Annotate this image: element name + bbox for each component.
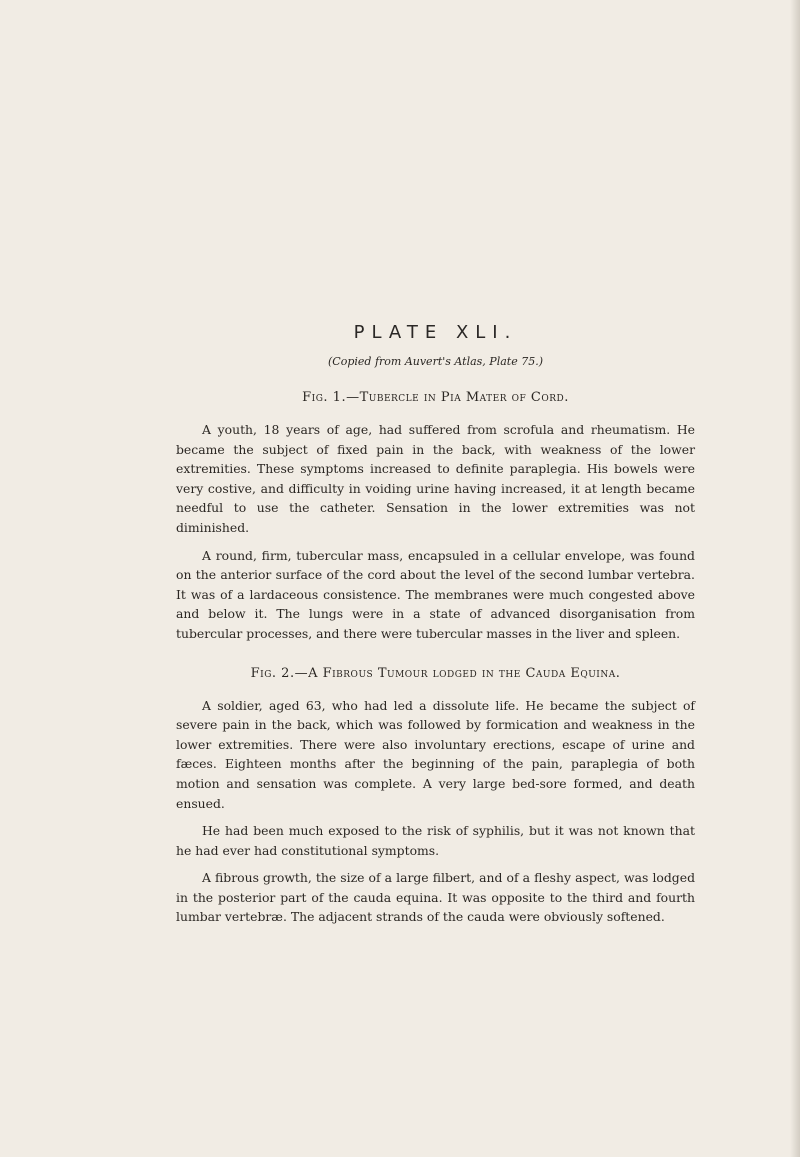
- fig-1-paragraph: A round, firm, tubercular mass, encapsuled in a cellular envelope, was found on the anterior surface of the cord about the level of the second lumbar vertebra. It was of a lardaceous consistence. The membranes were much congested above and below it. The lungs were in a state of advanced disorganisation from tubercular processes, and there were tubercular masses in the liver and spleen.: [176, 547, 695, 641]
- fig-1-heading: Fig. 1.—Tubercle in Pia Mater of Cord.: [302, 390, 569, 405]
- fig-2-paragraph: A soldier, aged 63, who had led a dissolute life. He became the subject of severe pain in the back, which was followed by formication and weakness in the lower extremities. There were also involuntary erections, escape of urine and fæces. Eighteen months after the beginning of the pain, paraplegia of both motion and sensation was complete. A very large bed-sore formed, and death ensued.: [176, 697, 695, 811]
- plate-title: PLATE XLI.: [353, 322, 518, 343]
- fig-2-paragraph: He had been much exposed to the risk of syphilis, but it was not known that he had ever had constitutional symptoms.: [176, 823, 695, 858]
- page-content: [176, 322, 695, 935]
- fig-1-paragraph: A youth, 18 years of age, had suffered from scrofula and rheumatism. He became the subject of fixed pain in the back, with weakness of the lower extremities. These symptoms increased to definite paraplegia. His bowels were very costive, and difficulty in voiding urine having increased, it at length became needful to use the catheter. Sensation in the lower extremities was not diminished.: [176, 422, 695, 535]
- fig-2-heading: Fig. 2.—A Fibrous Tumour lodged in the Cauda Equina.: [250, 665, 621, 681]
- fig-2-paragraph: A fibrous growth, the size of a large filbert, and of a fleshy aspect, was lodged in the posterior part of the cauda equina. It was opposite to the third and fourth lumbar vertebræ. The adjacent strands of the cauda were obviously softened.: [176, 870, 695, 925]
- copied-source-note: (Copied from Auvert's Atlas, Plate 75.): [328, 355, 543, 368]
- page-edge-shadow: [790, 0, 800, 1157]
